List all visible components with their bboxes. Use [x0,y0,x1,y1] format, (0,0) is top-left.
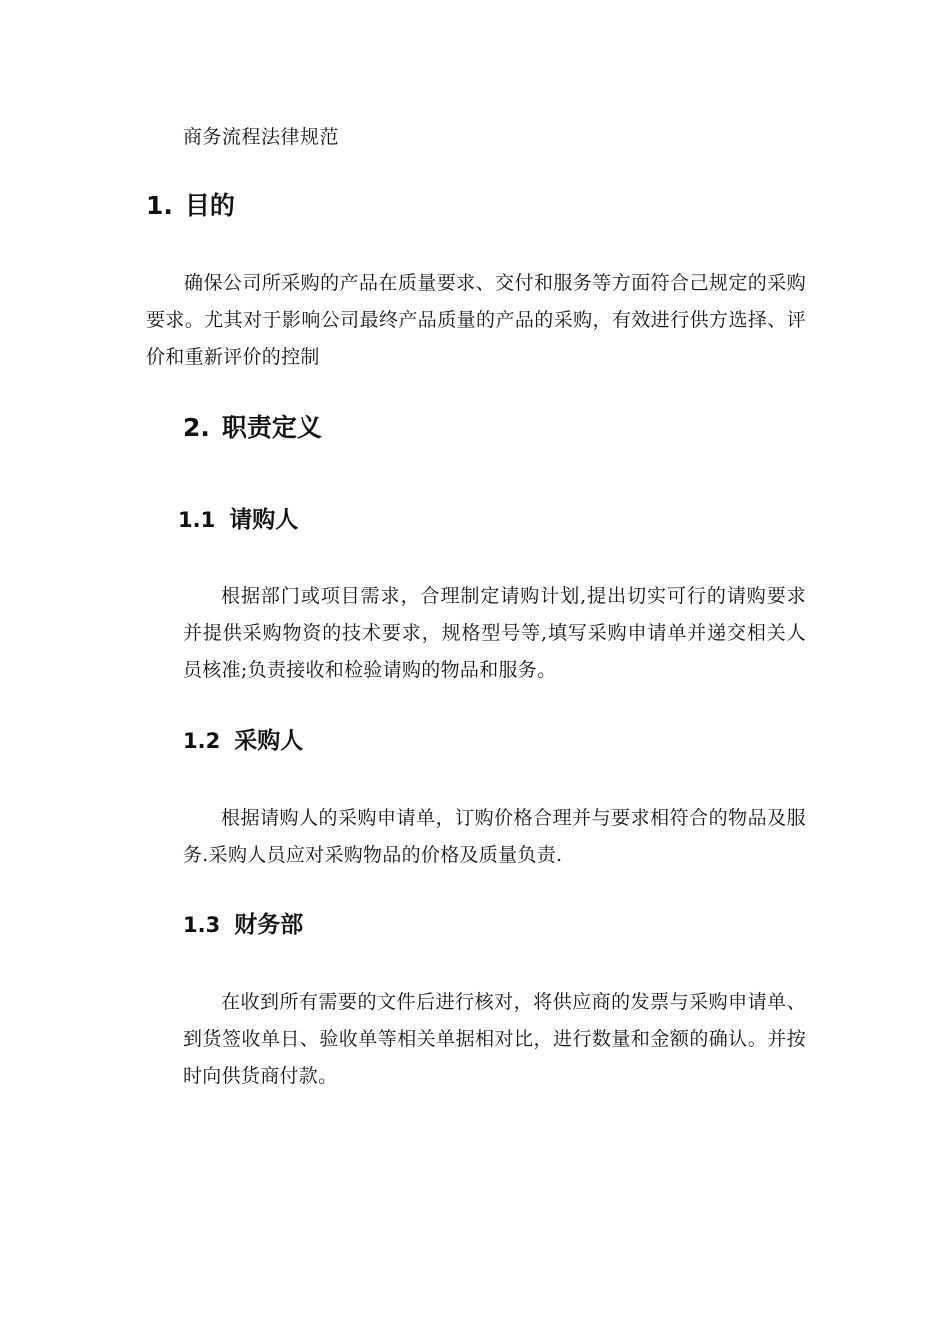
section-1-body: 确保公司所采购的产品在质量要求、交付和服务等方面符合己规定的采购要求。尤其对于影响公司最终产品质量的产品的采购，有效进行供方选择、评价和重新评价的控制 [146,272,806,368]
subsection-1-3-number: 1.3 [183,913,221,937]
subsection-1-1-number: 1.1 [178,508,216,532]
subsection-1-1-title: 请购人 [229,507,299,533]
section-2-number: 2. [183,413,210,442]
subsection-1-2-number: 1.2 [183,729,221,753]
subsection-1-3-heading [183,910,303,940]
subsection-1-3-body: 在收到所有需要的文件后进行核对，将供应商的发票与采购申请单、到货签收单日、验收单等相关单据相对比，进行数量和金额的确认。并按时向供货商付款。 [183,991,806,1087]
document-title: 商务流程法律规范 [183,126,340,148]
section-2-title: 职责定义 [221,413,322,442]
subsection-1-3-title: 财务部 [234,912,304,938]
section-1-number: 1. [146,191,173,220]
subsection-1-1-heading [178,505,298,535]
section-1-heading [146,190,235,222]
subsection-1-2-body: 根据请购人的采购申请单，订购价格合理并与要求相符合的物品及服务.采购人员应对采购物品的价格及质量负责. [183,807,806,866]
section-1-title: 目的 [184,191,235,220]
subsection-1-1-body: 根据部门或项目需求，合理制定请购计划,提出切实可行的请购要求并提供采购物资的技术要求，规格型号等,填写采购申请单并递交相关人员核准;负责接收和检验请购的物品和服务。 [183,585,806,681]
subsection-1-2-heading [183,726,303,756]
subsection-1-2-title: 采购人 [234,728,304,754]
section-2-heading [183,412,322,444]
